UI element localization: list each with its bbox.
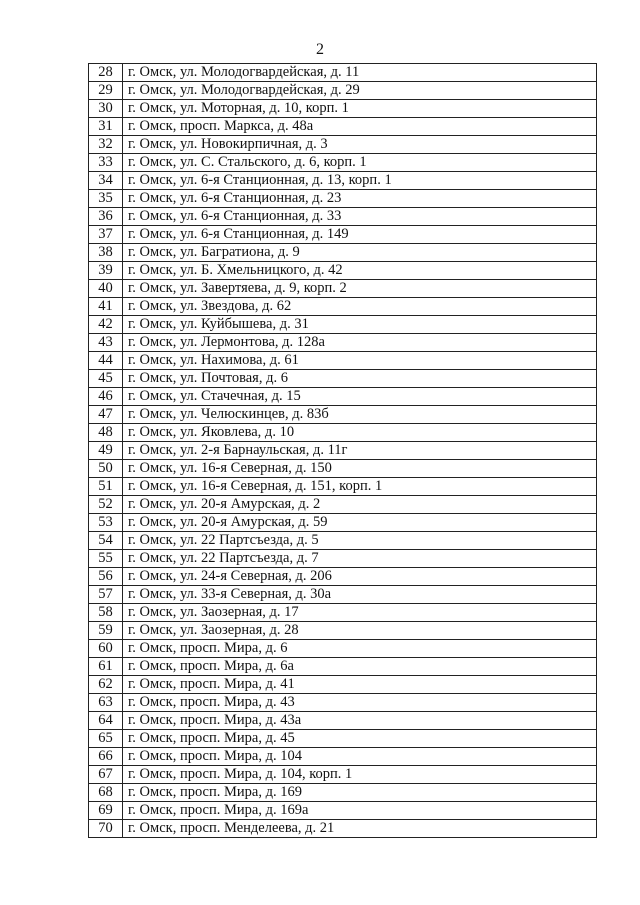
table-row bbox=[89, 532, 597, 550]
table-row bbox=[89, 766, 597, 784]
table-row bbox=[89, 442, 597, 460]
row-number: 41 bbox=[89, 298, 123, 316]
row-address: г. Омск, ул. С. Стальского, д. 6, корп. 1 bbox=[123, 154, 597, 172]
row-number: 61 bbox=[89, 658, 123, 676]
row-address: г. Омск, ул. 22 Партсъезда, д. 7 bbox=[123, 550, 597, 568]
row-address: г. Омск, ул. Лермонтова, д. 128а bbox=[123, 334, 597, 352]
row-number: 50 bbox=[89, 460, 123, 478]
row-address: г. Омск, просп. Мира, д. 43а bbox=[123, 712, 597, 730]
table-row bbox=[89, 82, 597, 100]
address-table bbox=[88, 63, 597, 838]
row-address: г. Омск, ул. 6-я Станционная, д. 149 bbox=[123, 226, 597, 244]
row-number: 60 bbox=[89, 640, 123, 658]
table-row bbox=[89, 244, 597, 262]
row-address: г. Омск, ул. Багратиона, д. 9 bbox=[123, 244, 597, 262]
row-number: 67 bbox=[89, 766, 123, 784]
row-number: 70 bbox=[89, 820, 123, 838]
row-address: г. Омск, ул. 6-я Станционная, д. 33 bbox=[123, 208, 597, 226]
row-address: г. Омск, ул. Новокирпичная, д. 3 bbox=[123, 136, 597, 154]
row-number: 44 bbox=[89, 352, 123, 370]
table-row bbox=[89, 712, 597, 730]
table-row bbox=[89, 334, 597, 352]
row-address: г. Омск, ул. 20-я Амурская, д. 2 bbox=[123, 496, 597, 514]
row-address: г. Омск, ул. Заозерная, д. 28 bbox=[123, 622, 597, 640]
row-number: 59 bbox=[89, 622, 123, 640]
row-address: г. Омск, просп. Мира, д. 43 bbox=[123, 694, 597, 712]
row-address: г. Омск, ул. Заозерная, д. 17 bbox=[123, 604, 597, 622]
table-row bbox=[89, 604, 597, 622]
row-address: г. Омск, ул. Нахимова, д. 61 bbox=[123, 352, 597, 370]
table-row bbox=[89, 460, 597, 478]
row-address: г. Омск, ул. Почтовая, д. 6 bbox=[123, 370, 597, 388]
table-row bbox=[89, 658, 597, 676]
table-row bbox=[89, 514, 597, 532]
row-number: 58 bbox=[89, 604, 123, 622]
row-number: 43 bbox=[89, 334, 123, 352]
table-row bbox=[89, 118, 597, 136]
table-row bbox=[89, 730, 597, 748]
table-row bbox=[89, 226, 597, 244]
row-number: 53 bbox=[89, 514, 123, 532]
row-address: г. Омск, ул. Куйбышева, д. 31 bbox=[123, 316, 597, 334]
row-address: г. Омск, ул. 2-я Барнаульская, д. 11г bbox=[123, 442, 597, 460]
row-number: 69 bbox=[89, 802, 123, 820]
table-row bbox=[89, 784, 597, 802]
address-table-body bbox=[89, 64, 597, 838]
table-row bbox=[89, 190, 597, 208]
row-address: г. Омск, ул. Яковлева, д. 10 bbox=[123, 424, 597, 442]
table-row bbox=[89, 496, 597, 514]
row-address: г. Омск, просп. Мира, д. 45 bbox=[123, 730, 597, 748]
row-address: г. Омск, ул. 16-я Северная, д. 151, корп. 1 bbox=[123, 478, 597, 496]
table-row bbox=[89, 262, 597, 280]
row-number: 39 bbox=[89, 262, 123, 280]
table-row bbox=[89, 370, 597, 388]
table-row bbox=[89, 640, 597, 658]
row-address: г. Омск, ул. Звездова, д. 62 bbox=[123, 298, 597, 316]
table-row bbox=[89, 694, 597, 712]
row-number: 29 bbox=[89, 82, 123, 100]
row-address: г. Омск, просп. Мира, д. 104, корп. 1 bbox=[123, 766, 597, 784]
table-row bbox=[89, 406, 597, 424]
row-number: 37 bbox=[89, 226, 123, 244]
row-address: г. Омск, ул. 33-я Северная, д. 30а bbox=[123, 586, 597, 604]
table-row bbox=[89, 298, 597, 316]
row-address: г. Омск, ул. Б. Хмельницкого, д. 42 bbox=[123, 262, 597, 280]
row-address: г. Омск, ул. Молодогвардейская, д. 29 bbox=[123, 82, 597, 100]
table-row bbox=[89, 820, 597, 838]
table-row bbox=[89, 316, 597, 334]
row-address: г. Омск, просп. Мира, д. 41 bbox=[123, 676, 597, 694]
table-row bbox=[89, 136, 597, 154]
row-number: 46 bbox=[89, 388, 123, 406]
row-number: 40 bbox=[89, 280, 123, 298]
table-row bbox=[89, 100, 597, 118]
row-number: 45 bbox=[89, 370, 123, 388]
row-address: г. Омск, ул. Завертяева, д. 9, корп. 2 bbox=[123, 280, 597, 298]
row-number: 47 bbox=[89, 406, 123, 424]
table-row bbox=[89, 568, 597, 586]
row-number: 32 bbox=[89, 136, 123, 154]
table-row bbox=[89, 478, 597, 496]
table-row bbox=[89, 550, 597, 568]
row-address: г. Омск, просп. Мира, д. 104 bbox=[123, 748, 597, 766]
row-address: г. Омск, ул. 16-я Северная, д. 150 bbox=[123, 460, 597, 478]
table-row bbox=[89, 172, 597, 190]
row-address: г. Омск, ул. 6-я Станционная, д. 13, корп. 1 bbox=[123, 172, 597, 190]
row-number: 35 bbox=[89, 190, 123, 208]
table-row bbox=[89, 748, 597, 766]
row-address: г. Омск, просп. Мира, д. 6 bbox=[123, 640, 597, 658]
table-row bbox=[89, 586, 597, 604]
row-number: 57 bbox=[89, 586, 123, 604]
table-row bbox=[89, 352, 597, 370]
row-number: 38 bbox=[89, 244, 123, 262]
table-row bbox=[89, 424, 597, 442]
row-address: г. Омск, просп. Мира, д. 169 bbox=[123, 784, 597, 802]
row-number: 68 bbox=[89, 784, 123, 802]
table-row bbox=[89, 622, 597, 640]
row-address: г. Омск, ул. Стачечная, д. 15 bbox=[123, 388, 597, 406]
row-number: 28 bbox=[89, 64, 123, 82]
table-row bbox=[89, 280, 597, 298]
row-address: г. Омск, просп. Мира, д. 169а bbox=[123, 802, 597, 820]
row-number: 31 bbox=[89, 118, 123, 136]
row-address: г. Омск, ул. 6-я Станционная, д. 23 bbox=[123, 190, 597, 208]
row-number: 51 bbox=[89, 478, 123, 496]
row-number: 55 bbox=[89, 550, 123, 568]
row-number: 54 bbox=[89, 532, 123, 550]
row-address: г. Омск, ул. Челюскинцев, д. 83б bbox=[123, 406, 597, 424]
page-number: 2 bbox=[316, 41, 324, 58]
row-number: 36 bbox=[89, 208, 123, 226]
row-number: 48 bbox=[89, 424, 123, 442]
row-number: 52 bbox=[89, 496, 123, 514]
row-number: 33 bbox=[89, 154, 123, 172]
row-address: г. Омск, просп. Менделеева, д. 21 bbox=[123, 820, 597, 838]
row-number: 30 bbox=[89, 100, 123, 118]
row-address: г. Омск, ул. 24-я Северная, д. 206 bbox=[123, 568, 597, 586]
row-address: г. Омск, просп. Мира, д. 6а bbox=[123, 658, 597, 676]
table-row bbox=[89, 388, 597, 406]
row-address: г. Омск, ул. 22 Партсъезда, д. 5 bbox=[123, 532, 597, 550]
row-address: г. Омск, ул. Молодогвардейская, д. 11 bbox=[123, 64, 597, 82]
row-number: 62 bbox=[89, 676, 123, 694]
row-number: 64 bbox=[89, 712, 123, 730]
row-address: г. Омск, ул. Моторная, д. 10, корп. 1 bbox=[123, 100, 597, 118]
row-number: 65 bbox=[89, 730, 123, 748]
table-row bbox=[89, 676, 597, 694]
table-row bbox=[89, 208, 597, 226]
table-row bbox=[89, 154, 597, 172]
table-row bbox=[89, 802, 597, 820]
row-number: 34 bbox=[89, 172, 123, 190]
row-number: 56 bbox=[89, 568, 123, 586]
row-address: г. Омск, ул. 20-я Амурская, д. 59 bbox=[123, 514, 597, 532]
row-number: 66 bbox=[89, 748, 123, 766]
row-number: 49 bbox=[89, 442, 123, 460]
table-row bbox=[89, 64, 597, 82]
row-number: 42 bbox=[89, 316, 123, 334]
row-address: г. Омск, просп. Маркса, д. 48а bbox=[123, 118, 597, 136]
row-number: 63 bbox=[89, 694, 123, 712]
